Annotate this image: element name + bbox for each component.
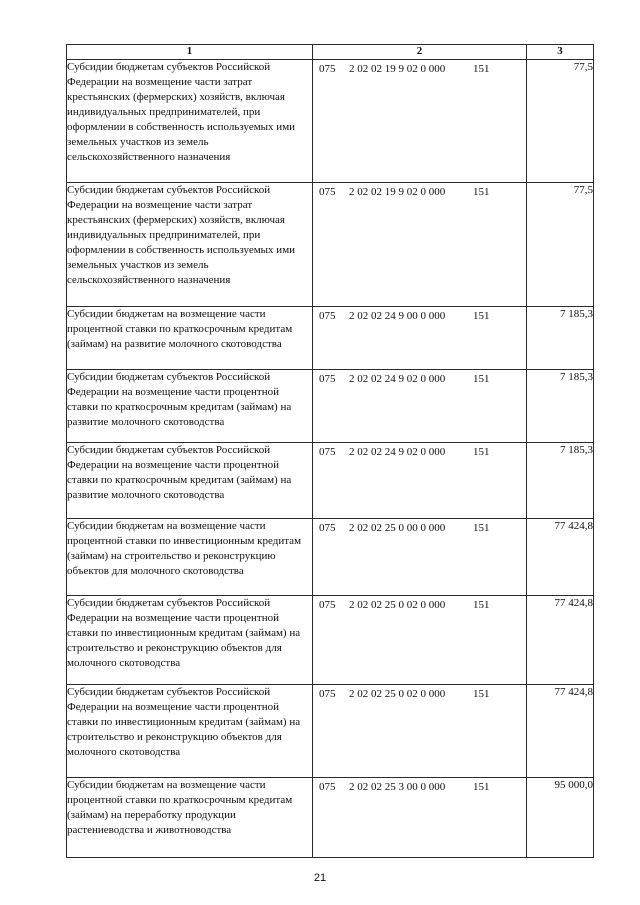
row-code xyxy=(313,60,527,183)
ku-code: 151 xyxy=(473,373,490,385)
row-amount: 7 185,3 xyxy=(527,370,594,443)
admin-code: 075 xyxy=(319,310,336,322)
row-name: Субсидии бюджетам субъектов Российской Федерации на возмещение части затрат крестьянских (фермерских) хозяйств, включая индивидуальных предпринимателей, при оформлении в собственность используемых ими земельных участков из земель сельскохозяйственного назначения xyxy=(67,60,313,183)
kbk-code: 2 02 02 25 0 00 0 000 xyxy=(349,522,446,534)
kbk-code: 2 02 02 25 0 02 0 000 xyxy=(349,599,446,611)
admin-code: 075 xyxy=(319,599,336,611)
row-name: Субсидии бюджетам на возмещение части процентной ставки по краткосрочным кредитам (займам) на переработку продукции растениеводства и животноводства xyxy=(67,778,313,858)
table-row xyxy=(67,307,594,370)
row-amount: 77,5 xyxy=(527,183,594,307)
row-code xyxy=(313,778,527,858)
row-name: Субсидии бюджетам на возмещение части процентной ставки по инвестиционным кредитам (займам) на строительство и реконструкцию объектов для молочного скотоводства xyxy=(67,519,313,596)
row-code xyxy=(313,685,527,778)
ku-code: 151 xyxy=(473,688,490,700)
table-row xyxy=(67,519,594,596)
admin-code: 075 xyxy=(319,446,336,458)
row-amount: 77 424,8 xyxy=(527,685,594,778)
row-code xyxy=(313,307,527,370)
table-row xyxy=(67,596,594,685)
row-amount: 95 000,0 xyxy=(527,778,594,858)
ku-code: 151 xyxy=(473,446,490,458)
row-amount: 77,5 xyxy=(527,60,594,183)
header-col-2: 2 xyxy=(313,45,527,60)
kbk-code: 2 02 02 24 9 02 0 000 xyxy=(349,446,446,458)
row-amount: 7 185,3 xyxy=(527,443,594,519)
kbk-code: 2 02 02 25 0 02 0 000 xyxy=(349,688,446,700)
row-code xyxy=(313,370,527,443)
table-header-row xyxy=(67,45,594,60)
row-amount: 77 424,8 xyxy=(527,519,594,596)
table-row xyxy=(67,183,594,307)
kbk-code: 2 02 02 19 9 02 0 000 xyxy=(349,63,446,75)
row-name: Субсидии бюджетам субъектов Российской Федерации на возмещение части процентной ставки по краткосрочным кредитам (займам) на развитие молочного скотоводства xyxy=(67,370,313,443)
header-col-1: 1 xyxy=(67,45,313,60)
row-name: Субсидии бюджетам субъектов Российской Федерации на возмещение части процентной ставки по краткосрочным кредитам (займам) на развитие молочного скотоводства xyxy=(67,443,313,519)
admin-code: 075 xyxy=(319,781,336,793)
row-name: Субсидии бюджетам субъектов Российской Федерации на возмещение части затрат крестьянских (фермерских) хозяйств, включая индивидуальных предпринимателей, при оформлении в собственность используемых ими земельных участков из земель сельскохозяйственного назначения xyxy=(67,183,313,307)
row-amount: 77 424,8 xyxy=(527,596,594,685)
admin-code: 075 xyxy=(319,688,336,700)
table-row xyxy=(67,370,594,443)
kbk-code: 2 02 02 19 9 02 0 000 xyxy=(349,186,446,198)
kbk-code: 2 02 02 25 3 00 0 000 xyxy=(349,781,446,793)
row-amount: 7 185,3 xyxy=(527,307,594,370)
header-col-3: 3 xyxy=(527,45,594,60)
row-code xyxy=(313,596,527,685)
admin-code: 075 xyxy=(319,186,336,198)
ku-code: 151 xyxy=(473,781,490,793)
row-code xyxy=(313,443,527,519)
row-name: Субсидии бюджетам на возмещение части процентной ставки по краткосрочным кредитам (займам) на развитие молочного скотоводства xyxy=(67,307,313,370)
row-code xyxy=(313,519,527,596)
row-name: Субсидии бюджетам субъектов Российской Федерации на возмещение части процентной ставки по инвестиционным кредитам (займам) на строительство и реконструкцию объектов для молочного скотоводства xyxy=(67,596,313,685)
kbk-code: 2 02 02 24 9 00 0 000 xyxy=(349,310,446,322)
ku-code: 151 xyxy=(473,310,490,322)
admin-code: 075 xyxy=(319,373,336,385)
table-row xyxy=(67,443,594,519)
ku-code: 151 xyxy=(473,63,490,75)
table-row xyxy=(67,685,594,778)
ku-code: 151 xyxy=(473,599,490,611)
kbk-code: 2 02 02 24 9 02 0 000 xyxy=(349,373,446,385)
budget-table xyxy=(66,44,594,858)
admin-code: 075 xyxy=(319,63,336,75)
row-name: Субсидии бюджетам субъектов Российской Федерации на возмещение части процентной ставки по инвестиционным кредитам (займам) на строительство и реконструкцию объектов для молочного скотоводства xyxy=(67,685,313,778)
admin-code: 075 xyxy=(319,522,336,534)
ku-code: 151 xyxy=(473,186,490,198)
table-row xyxy=(67,778,594,858)
ku-code: 151 xyxy=(473,522,490,534)
table-row xyxy=(67,60,594,183)
row-code xyxy=(313,183,527,307)
page-number: 21 xyxy=(313,872,327,884)
